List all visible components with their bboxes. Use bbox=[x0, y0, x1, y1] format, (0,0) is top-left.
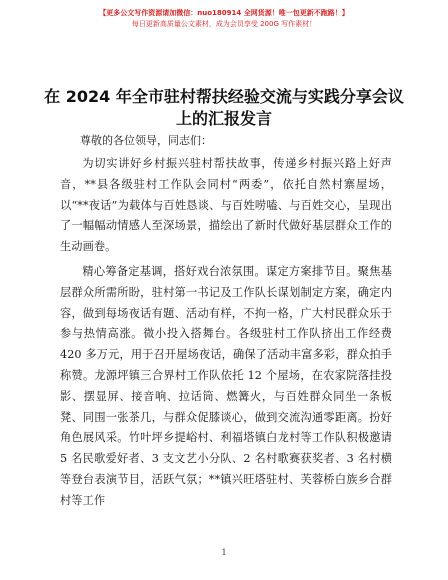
document-body bbox=[60, 154, 392, 512]
paragraph-2: 精心筹备定基调，搭好戏台浓氛围。谋定方案排节目。聚焦基层群众所需所盼，驻村第一书记及工作队长谋划制定方案，确定内容，做到每场夜话有题、活动有样，不拘一格，广大村民群众乐于参与热情高涨。微小投入搭舞台。各级驻村工作队挤出工作经费 420 多万元，用于召开屋场夜话，确保了活动丰富多彩，群众拍手称赞。龙源坪镇三合界村工作队依托 12 个屋场，在农家院落挂投影、摆显屏、接音响、拉话筒、燃篝火，与百姓群众同坐一条板凳、同围一张茶几，与群众促膝谈心，做到交流沟通零距离。扮好角色展风采。竹叶坪乡提峪村、利福塔镇白龙村等工作队积极邀请 5 名民歌爱好者、3 支文艺小分队、2 名村歌赛获奖者、3 名村横等登台表演节目，活跃气氛；**镇兴旺塔驻村、芙蓉桥白族乡合群村等工作 bbox=[60, 264, 392, 507]
salutation: 尊敬的各位领导，同志们： bbox=[80, 134, 212, 147]
document-title: 在 2024 年全市驻村帮扶经验交流与实践分享会议上的汇报发言 bbox=[44, 87, 404, 128]
paragraph-1: 为切实讲好乡村振兴驻村帮扶故事，传递乡村振兴路上好声音，**县各级驻村工作队会同村“两委”，依托自然村寨屋场，以“**夜话”为载体与百姓恳谈、与百姓唠嗑、与百姓交心，呈现出了一幅幅动情感人至深场景，描绘出了新时代做好基层群众工作的生动画卷。 bbox=[60, 157, 392, 254]
page-number: 1 bbox=[221, 548, 227, 557]
promo-banner-line2: 每日更新高质量公文素材，成为会员享受 200G 写作素材！ bbox=[131, 20, 317, 28]
promo-banner bbox=[0, 8, 448, 30]
promo-banner-line1: 【更多公文写作资源请加微信：nuo180914 全网货源！唯一包更新不跑路！】 bbox=[99, 9, 349, 17]
